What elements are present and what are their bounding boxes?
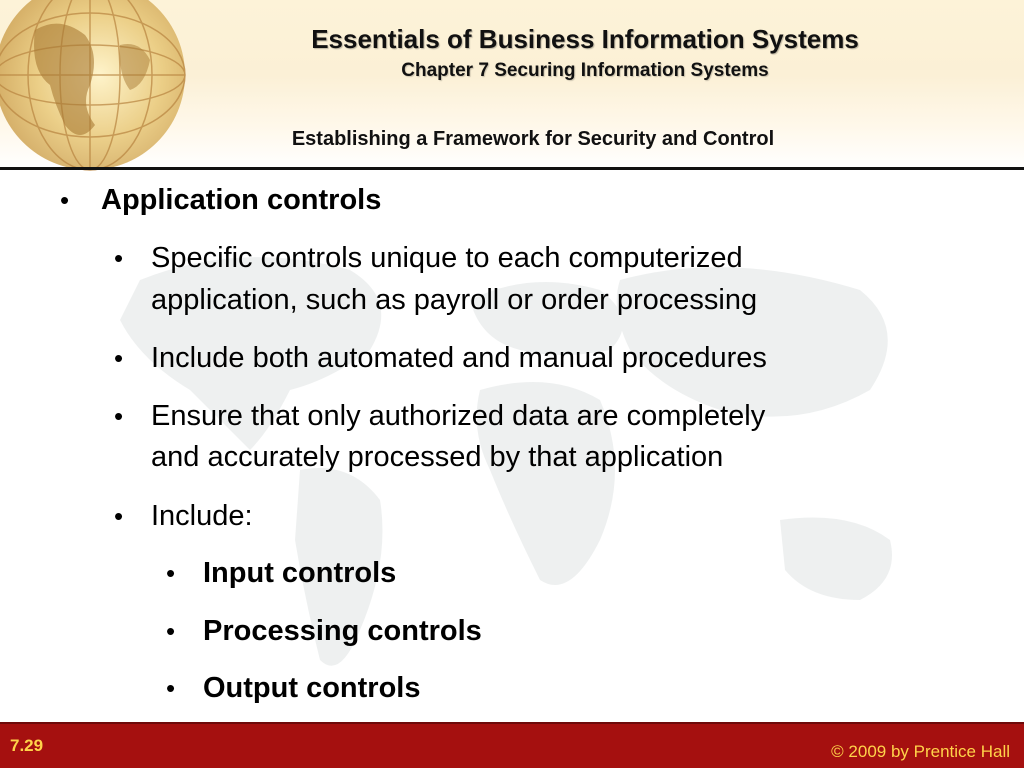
- bullet-text: Application controls: [101, 184, 382, 216]
- bullet-marker: •: [114, 501, 124, 531]
- presentation-title: Essentials of Business Information Systems: [311, 24, 859, 54]
- slide-title: Establishing a Framework for Security and Control: [291, 128, 775, 150]
- copyright-notice: © 2009 by Prentice Hall: [831, 742, 1010, 761]
- bullet-text-line1: Ensure that only authorized data are completely: [151, 400, 766, 432]
- chapter-subtitle: Chapter 7 Securing Information Systems: [401, 60, 769, 81]
- bullet-marker: •: [60, 185, 70, 215]
- bullet-marker: •: [166, 558, 176, 588]
- bullet-text-line1: Include both automated and manual procedures: [151, 342, 767, 374]
- bullet-marker: •: [114, 243, 124, 273]
- page-number: 7.29: [10, 736, 44, 755]
- header: [0, 0, 1024, 168]
- header-divider: [0, 167, 1024, 170]
- footer: [0, 722, 1024, 768]
- bullet-text: Processing controls: [203, 615, 482, 647]
- bullet-text: Input controls: [203, 557, 397, 589]
- bullet-marker: •: [166, 673, 176, 703]
- bullet-text-line2: application, such as payroll or order processing: [151, 284, 758, 316]
- bullet-text-line1: Include:: [151, 500, 253, 532]
- bullet-marker: •: [114, 343, 124, 373]
- bullet-marker: •: [166, 616, 176, 646]
- bullet-marker: •: [114, 401, 124, 431]
- bullet-text: Output controls: [203, 672, 421, 704]
- bullet-text-line1: Specific controls unique to each computerized: [151, 242, 743, 274]
- bullet-text-line2: and accurately processed by that application: [151, 441, 724, 473]
